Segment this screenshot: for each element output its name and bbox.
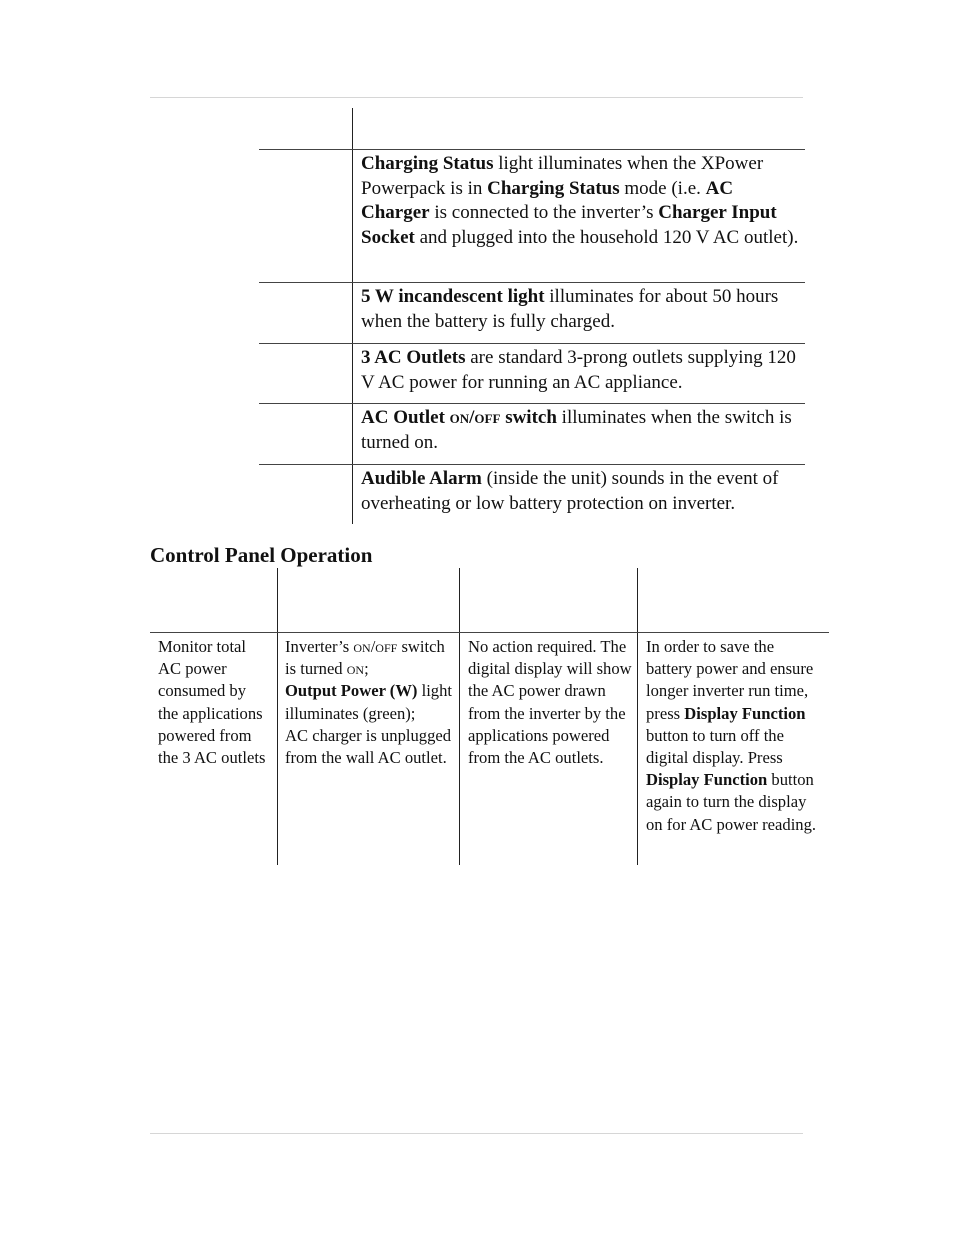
feature-desc-outlet-switch bbox=[361, 406, 801, 455]
feature-row-border bbox=[259, 343, 805, 344]
text-run: (inside the unit) sounds in the event of overheating or low battery protection on inverter. bbox=[361, 468, 779, 514]
bold-term: Charging Status bbox=[487, 177, 620, 199]
text-run: Monitor total AC power consumed by the applications powered from the 3 AC outlets bbox=[158, 637, 266, 768]
bold-term: 3 AC Outlets bbox=[361, 347, 466, 368]
feature-row-border bbox=[259, 282, 805, 283]
text-run: switch is turned bbox=[285, 637, 445, 679]
header-rule bbox=[150, 97, 803, 98]
bold-term: Charger Input Socket bbox=[361, 202, 777, 248]
bold-term: Display Function bbox=[684, 703, 806, 723]
bold-term: AC Outlet bbox=[361, 407, 450, 428]
bold-term: Output Power (W) bbox=[285, 681, 418, 701]
feature-desc-charging-status bbox=[361, 152, 801, 250]
text-run: button again to turn the display on for AC power reading. bbox=[646, 770, 817, 834]
bold-term: Charging Status bbox=[361, 153, 494, 174]
bold-term: 5 W incandescent light bbox=[361, 286, 545, 307]
footer-rule bbox=[150, 1133, 803, 1134]
text-run: ; bbox=[364, 659, 369, 679]
text-run: is connected to the inverter’s bbox=[429, 202, 659, 223]
operation-cell-display bbox=[468, 636, 632, 769]
text-run: on bbox=[346, 659, 365, 679]
feature-row-border bbox=[259, 149, 805, 150]
text-run: illuminates for about 50 hours when the battery is fully charged. bbox=[361, 286, 779, 332]
operation-col-divider bbox=[637, 568, 638, 865]
text-run: In order to save the battery power and ensure longer inverter run time, press bbox=[646, 637, 814, 723]
feature-desc-audible-alarm bbox=[361, 467, 801, 516]
text-run: are standard 3-prong outlets supplying 120 V AC power for running an AC appliance. bbox=[361, 347, 796, 393]
feature-table-divider bbox=[352, 108, 353, 524]
operation-cell-action bbox=[646, 636, 824, 836]
bold-term: switch bbox=[500, 407, 557, 428]
text-run: light illuminates (green); AC charger is unplugged from the wall AC outlet. bbox=[285, 681, 453, 768]
operation-cell-function bbox=[158, 636, 270, 769]
text-run: Inverter’s bbox=[285, 637, 354, 656]
bold-term: Display Function bbox=[646, 770, 768, 790]
text-run: light illuminates when the XPower Powerpack is in bbox=[361, 153, 764, 199]
text-run: No action required. The digital display will show the AC power drawn from the inverter by the applications powered from the AC outlets. bbox=[468, 637, 632, 768]
text-run: button to turn off the digital display. Press bbox=[646, 725, 784, 768]
feature-row-border bbox=[259, 464, 805, 465]
text-run: illuminates when the switch is turned on. bbox=[361, 407, 792, 453]
text-run: on/off bbox=[353, 637, 398, 656]
bold-term: on/off bbox=[449, 407, 501, 428]
operation-header-border bbox=[150, 632, 829, 633]
operation-col-divider bbox=[459, 568, 460, 865]
feature-desc-ac-outlets bbox=[361, 346, 801, 395]
feature-row-border bbox=[259, 403, 805, 404]
section-heading: Control Panel Operation bbox=[150, 543, 373, 567]
operation-cell-condition bbox=[285, 636, 453, 769]
text-run: mode (i.e. bbox=[619, 177, 706, 199]
text-run: and plugged into the household 120 V AC outlet). bbox=[414, 226, 799, 248]
feature-desc-incandescent-light bbox=[361, 285, 801, 334]
bold-term: Audible Alarm bbox=[361, 468, 482, 489]
operation-col-divider bbox=[277, 568, 278, 865]
bold-term: AC Charger bbox=[361, 177, 734, 223]
